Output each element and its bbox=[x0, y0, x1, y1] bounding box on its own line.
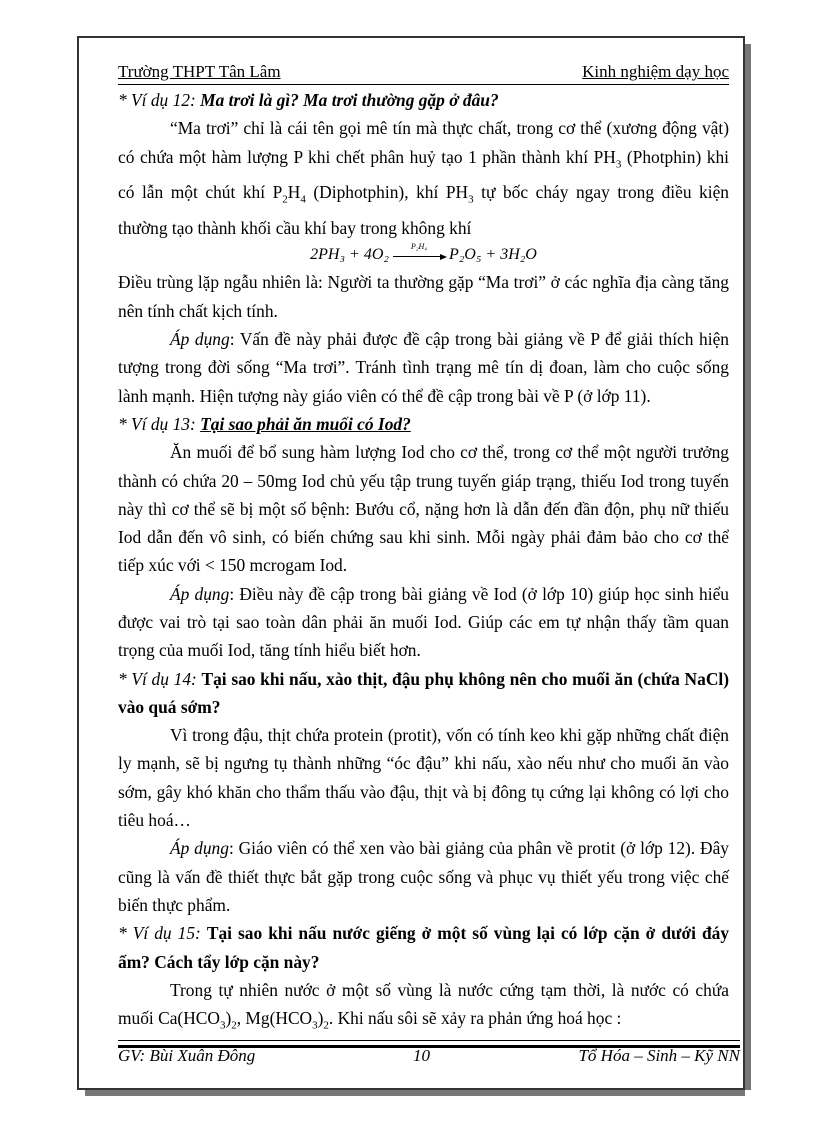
apply-label: Áp dụng bbox=[170, 329, 230, 350]
example-12-question: Ma trơi là gì? Ma trơi thường gặp ở đâu? bbox=[200, 90, 499, 110]
example-13-question: Tại sao phải ăn muối có Iod? bbox=[200, 413, 411, 434]
apply-label: Áp dụng bbox=[170, 583, 230, 604]
apply-label: Áp dụng bbox=[170, 838, 229, 859]
page-header bbox=[118, 60, 729, 85]
example-12-label: * Ví dụ 12: bbox=[118, 90, 196, 110]
example-12-application: Áp dụng: Vấn đề này phải được đề cập trong bài giảng về P để giải thích hiện tượng trong đời sống “Ma trơi”. Tránh tình trạng mê tín dị đoan, làm cho cuộc sống lành mạnh. Hiện tượng này giáo viên có thể đề cập trong bài về P (ở lớp 11). bbox=[118, 329, 729, 406]
example-15-paragraph-1: Trong tự nhiên nước ở một số vùng là nước cứng tạm thời, là nước có chứa muối $Ca(HCO_3)_2$, $Mg(HCO_3)_2$. Khi nấu sôi sẽ xảy ra phản ứng hoá học : bbox=[118, 979, 729, 1032]
page-number: 10 bbox=[413, 1046, 430, 1065]
example-14-question: Tại sao khi nấu, xào thịt, đậu phụ không nên cho muối ăn (chứa NaCl) vào quá sớm? bbox=[118, 668, 729, 717]
example-13-heading bbox=[118, 410, 729, 438]
reaction-arrow bbox=[393, 241, 445, 257]
example-13-application: Áp dụng: Điều này đề cập trong bài giảng về Iod (ở lớp 10) giúp học sinh hiểu được vai trò tại sao toàn dân phải ăn muối Iod. Giúp các em tự nhận thấy tầm quan trọng của muối Iod, tăng tính hiểu biết hơn. bbox=[118, 583, 729, 661]
formula-condition: P₂H₄ bbox=[410, 241, 428, 251]
document-body bbox=[118, 86, 729, 1040]
example-14-application: Áp dụng: Giáo viên có thể xen vào bài giảng của phân về protit (ở lớp 12). Đây cũng là vấn đề thiết thực bắt gặp trong cuộc sống và phục vụ thiết yếu trong việc chế biến thực phẩm. bbox=[118, 838, 729, 915]
header-title: Kinh nghiệm dạy học bbox=[582, 62, 729, 81]
example-14-label: * Ví dụ 14: bbox=[118, 668, 197, 689]
example-13-paragraph-1: Ăn muối để bổ sung hàm lượng Iod cho cơ thể, trong cơ thể một người trưởng thành có chứa 20 – 50mg Iod chủ yếu tập trung tuyến giáp trạng, thiếu Iod trong tuyến này thì cơ thể sẽ bị một số bệnh: Bướu cổ, nặng hơn là dẫn đến đần độn, phụ nữ thiếu Iod dẫn đến vô sinh, có biến chứng sau khi sinh. Mỗi ngày phải đảm bảo cho cơ thể tiếp xúc với < 150 mcrogam Iod. bbox=[118, 442, 729, 576]
example-12-heading bbox=[118, 86, 729, 114]
formula-reactants: 2PH₃ + 4O₂ bbox=[310, 246, 389, 264]
footer-author: GV: Bùi Xuân Đông bbox=[118, 1046, 256, 1065]
example-15-question: Tại sao khi nấu nước giếng ở một số vùng lại có lớp cặn ở dưới đáy ấm? Cách tẩy lớp cặn này? bbox=[118, 923, 730, 972]
formula-products: P₂O₅ + 3H₂O bbox=[448, 246, 537, 264]
example-12-paragraph-1: “Ma trơi” chỉ là cái tên gọi mê tín mà thực chất, trong cơ thể (xương động vật) có chứa một hàm lượng P khi chết phân huỷ tạo 1 phần thành khí $PH_3$ (Photphin) khi có lẫn một chút khí $P_2H_4$ (Diphotphin), khí $PH_3$ tự bốc cháy ngay trong điều kiện thường tạo thành khối cầu khí bay trong không khí bbox=[118, 118, 730, 239]
example-14-heading bbox=[118, 665, 729, 722]
example-13-label: * Ví dụ 13: bbox=[118, 413, 196, 434]
example-15-heading bbox=[118, 919, 729, 976]
header-school: Trường THPT Tân Lâm bbox=[118, 62, 281, 81]
footer-department: Tổ Hóa – Sinh – Kỹ NN bbox=[578, 1046, 740, 1065]
example-14-paragraph-1: Vì trong đậu, thịt chứa protein (protit), vốn có tính keo khi gặp những chất điện ly mạnh, sẽ bị ngưng tụ thành những “óc đậu” khi nấu, xào nếu như cho muối ăn vào sớm, gây khó khăn cho thẩm thấu vào đậu, thịt và bị đông tụ cứng lại không có lợi cho tiêu hoá… bbox=[118, 725, 729, 831]
example-15-label: * Ví dụ 15: bbox=[118, 923, 201, 944]
reaction-formula bbox=[118, 242, 729, 268]
example-12-paragraph-2: Điều trùng lặp ngẫu nhiên là: Người ta thường gặp “Ma trơi” ở các nghĩa địa càng tăng nên tính chất kịch tính. bbox=[118, 272, 729, 321]
page-footer bbox=[118, 1046, 740, 1070]
